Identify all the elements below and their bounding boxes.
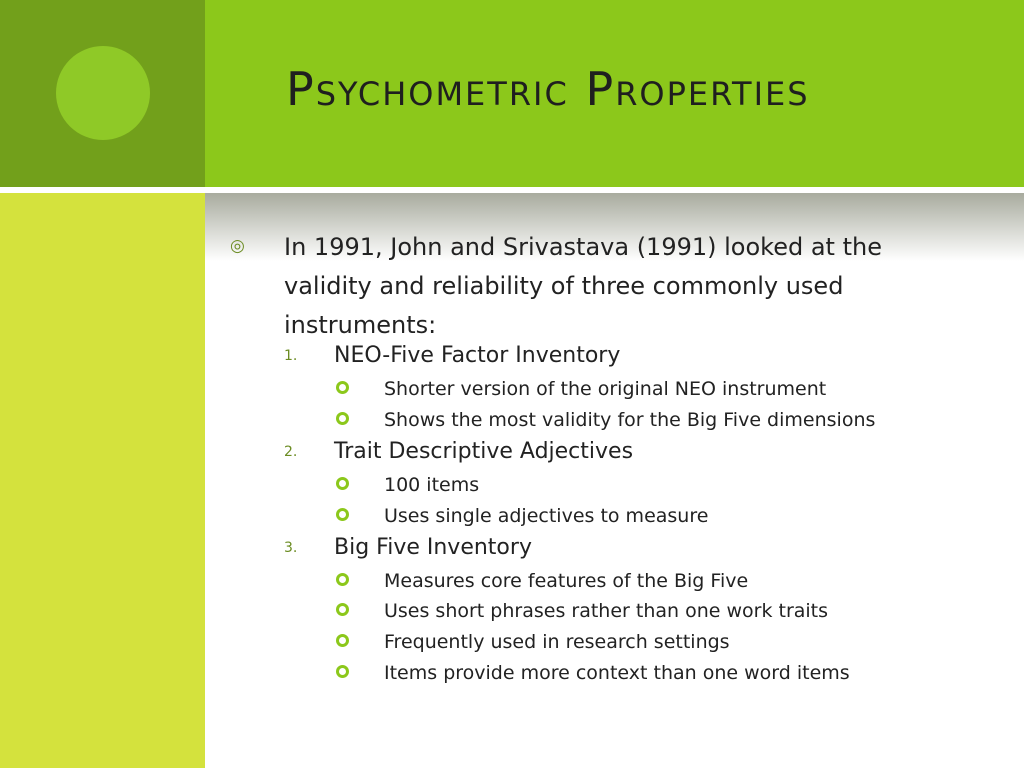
item-label: Trait Descriptive Adjectives <box>334 439 634 464</box>
sub-list-item <box>336 570 748 592</box>
ring-bullet-icon <box>336 477 349 490</box>
sub-item-text: Shows the most validity for the Big Five dimensions <box>384 409 876 431</box>
ring-bullet-icon <box>336 603 349 616</box>
decorative-circle <box>56 46 150 140</box>
ring-bullet-icon <box>336 573 349 586</box>
sub-item-text: Uses short phrases rather than one work traits <box>384 600 829 622</box>
list-item <box>284 535 532 560</box>
item-label: Big Five Inventory <box>334 535 532 560</box>
sub-list-item <box>336 505 708 527</box>
ring-bullet-icon <box>336 412 349 425</box>
sub-list-item <box>336 378 826 400</box>
target-bullet-icon: ◎ <box>230 236 245 256</box>
sub-item-text: Uses single adjectives to measure <box>384 505 709 527</box>
ring-bullet-icon <box>336 381 349 394</box>
list-item <box>284 343 620 368</box>
slide-title: Psychometric Properties <box>286 62 810 116</box>
sub-list-item <box>336 600 828 622</box>
sub-item-text: Shorter version of the original NEO instrument <box>384 378 827 400</box>
sub-list-item <box>336 631 730 653</box>
intro-text: In 1991, John and Srivastava (1991) looked at the validity and reliability of three commonly used instruments: <box>284 233 882 339</box>
sub-list-item <box>336 409 875 431</box>
ring-bullet-icon <box>336 634 349 647</box>
sub-list-item <box>336 474 479 496</box>
list-item <box>284 439 633 464</box>
item-number: 3. <box>284 540 298 556</box>
left-top-block <box>0 0 205 187</box>
sub-item-text: Items provide more context than one word items <box>384 662 850 684</box>
sub-item-text: Measures core features of the Big Five <box>384 570 749 592</box>
item-number: 1. <box>284 348 298 364</box>
sub-item-text: Frequently used in research settings <box>384 631 730 653</box>
ring-bullet-icon <box>336 508 349 521</box>
item-number: 2. <box>284 444 298 460</box>
item-label: NEO-Five Factor Inventory <box>334 343 621 368</box>
sub-item-text: 100 items <box>384 474 480 496</box>
sub-list-item <box>336 662 850 684</box>
ring-bullet-icon <box>336 665 349 678</box>
